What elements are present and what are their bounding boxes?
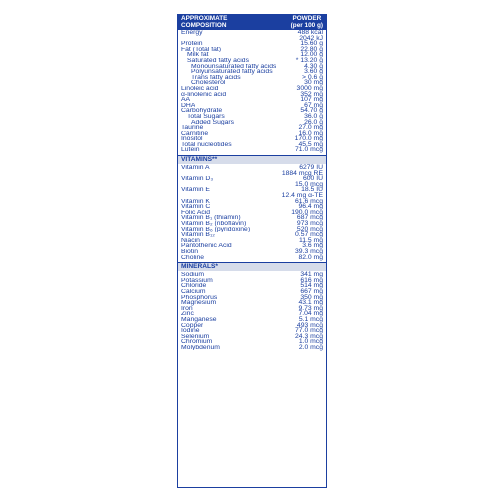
nutrient-name: Folic Acid — [181, 209, 211, 216]
nutrient-name: Vitamin E — [181, 187, 210, 194]
nutrient-name: Chromium — [181, 339, 213, 345]
nutrient-name: Polyunsaturated fatty acids — [191, 69, 273, 75]
nutrient-name: Cholesterol — [191, 80, 226, 86]
nutrient-value: 616 mg — [300, 276, 323, 284]
nutrient-value: 12.00 g — [300, 51, 323, 59]
nutrient-value: 39.3 mcg — [295, 247, 323, 255]
header-right-line2: (per 100 g) — [290, 21, 323, 29]
nutrient-value: 493 mcg — [296, 321, 323, 329]
nutrient-value: 600 IU — [302, 175, 323, 183]
nutrient-name: Energy — [181, 30, 203, 36]
nutrient-value: 18.5 IU — [301, 186, 323, 194]
nutrient-name: Linoleic acid — [181, 85, 219, 92]
header-right-line1: POWDER — [292, 15, 322, 22]
nutrient-name: Potassium — [181, 277, 213, 284]
nutrient-value: 2.0 mcg — [298, 343, 323, 351]
nutrient-name: Trans fatty acids — [191, 74, 241, 81]
nutrient-value: 82.0 mg — [298, 253, 323, 261]
nutrient-name: Niacin — [181, 237, 200, 244]
vitamins-section — [178, 165, 326, 260]
nutrient-value: 341 mg — [300, 271, 323, 279]
nutrient-value: 352 mg — [300, 90, 323, 98]
nutrient-value: 107 mg — [300, 96, 323, 104]
nutrient-value: 6279 IU — [299, 164, 323, 172]
header-left — [181, 16, 227, 29]
nutrient-value: 1884 mcg RE — [281, 169, 323, 177]
minerals-section — [178, 272, 326, 350]
nutrient-value: 30 mg — [304, 79, 323, 87]
nutrient-value: 9.73 mg — [298, 304, 323, 312]
nutrient-value: 36.0 g — [304, 112, 323, 120]
nutrient-name: Vitamin C — [181, 204, 211, 210]
nutrient-value: 7.04 mg — [298, 310, 323, 318]
nutrient-name: Monounsaturated fatty acids — [191, 63, 277, 70]
nutrient-name: Vitamin A — [181, 165, 210, 171]
nutrient-value: 15.60 g — [300, 40, 323, 48]
nutrient-value: 350 mg — [300, 293, 323, 301]
nutrient-value: 3.60 g — [304, 68, 323, 76]
nutrient-value: 16.0 mg — [298, 129, 323, 137]
table-row — [178, 345, 326, 351]
nutrient-name: Added Sugars — [191, 119, 235, 126]
nutrient-name: Inositol — [181, 136, 203, 142]
table-header — [178, 15, 326, 30]
header-left-line1: APPROXIMATE — [181, 15, 228, 22]
nutrient-name: Molybdenum — [181, 344, 220, 351]
minerals-heading: MINERALS* — [178, 262, 326, 271]
nutrient-name: Zinc — [181, 311, 194, 317]
header-left-line2: COMPOSITION — [181, 21, 227, 29]
composition-section — [178, 30, 326, 153]
nutrient-name: Magnesium — [181, 300, 217, 306]
nutrient-name: Taurine — [181, 125, 204, 131]
nutrient-value: 667 mg — [300, 287, 323, 295]
nutrient-name: Vitamin B₁ (thiamin) — [181, 215, 241, 221]
header-right — [291, 16, 323, 29]
nutrient-name: Total Sugars — [187, 113, 225, 120]
nutrient-value: 61.6 mcg — [295, 197, 323, 205]
nutrient-value: 15.0 mcg — [295, 180, 323, 188]
nutrient-value: * 13.20 g — [295, 56, 323, 64]
nutrient-name: Milk fat — [187, 52, 209, 58]
nutrient-name: Iron — [181, 305, 193, 312]
nutrition-panel — [177, 14, 327, 488]
nutrient-name: Vitamin B₆ (pyridoxine) — [181, 226, 251, 233]
nutrient-value: 5.1 mcg — [298, 315, 323, 323]
nutrient-name: Chloride — [181, 283, 207, 289]
nutrient-value: 71.0 mcg — [295, 146, 323, 154]
nutrient-value: 96.4 mg — [298, 203, 323, 211]
nutrient-value: 973 mcg — [296, 220, 323, 227]
nutrient-value: 24.3 mcg — [295, 332, 323, 340]
nutrient-value: 43.1 mg — [298, 299, 323, 307]
vitamins-heading: VITAMINS** — [178, 155, 326, 164]
nutrient-value: 0.57 mcg — [295, 231, 323, 239]
nutrient-name: Pantothenic Acid — [181, 243, 232, 249]
nutrient-name: Saturated fatty acids — [187, 57, 249, 64]
nutrient-value: 27.0 mg — [298, 124, 323, 132]
nutrient-value: 514 mg — [300, 282, 323, 290]
nutrient-name: Vitamin D₃ — [181, 176, 214, 182]
nutrient-value: 3.6 mg — [302, 242, 323, 250]
nutrient-name: Copper — [181, 322, 204, 329]
nutrient-name: Protein — [181, 41, 203, 47]
nutrient-name: Vitamin B₁₂ — [181, 232, 215, 238]
nutrient-name: Total nucleotides — [181, 141, 232, 148]
nutrient-name: Vitamin B₂ (riboflavin) — [181, 221, 247, 227]
nutrient-value: 170.0 mg — [294, 135, 323, 143]
nutrient-name: Calcium — [181, 288, 206, 295]
nutrient-value: 67 mg — [304, 101, 323, 109]
nutrient-value: 11.5 mg — [298, 236, 323, 244]
nutrient-name: Sodium — [181, 272, 205, 278]
nutrient-value: 687 mcg — [296, 214, 323, 222]
nutrient-value: 45.5 mg — [298, 140, 323, 148]
nutrient-name: Carbohydrate — [181, 108, 223, 114]
nutrient-value: > 0.6 g — [302, 73, 323, 81]
nutrient-name: α-linolenic acid — [181, 91, 227, 98]
nutrient-name: Choline — [181, 254, 205, 261]
nutrient-name: AA — [181, 97, 191, 103]
nutrient-value: 26.0 g — [304, 118, 323, 126]
nutrient-name: DHA — [181, 102, 196, 109]
nutrient-name: Manganese — [181, 316, 217, 323]
nutrient-value: 54.70 g — [300, 107, 323, 115]
nutrient-value: 1.0 mcg — [298, 338, 323, 346]
nutrient-value: 4.30 g — [304, 62, 323, 70]
nutrient-value: 77.0 mcg — [295, 327, 323, 335]
nutrient-value: 520 mcg — [296, 225, 323, 233]
nutrient-name: Iodine — [181, 328, 200, 334]
nutrient-value: 190.0 mcg — [291, 208, 323, 216]
nutrient-name: Fat (Total fat) — [181, 46, 222, 53]
nutrient-name: Selenium — [181, 333, 210, 340]
nutrient-name: Carnitine — [181, 130, 209, 137]
nutrient-name: Lutein — [181, 147, 200, 154]
nutrient-value: 2042 kJ — [299, 34, 323, 42]
nutrient-name: Vitamin K — [181, 198, 210, 205]
nutrient-value: 3000 mg — [296, 84, 323, 92]
table-row — [178, 147, 326, 153]
nutrient-name: Phosphorus — [181, 294, 218, 301]
nutrient-value: 22.80 g — [300, 45, 323, 53]
nutrient-name: Biotin — [181, 248, 199, 255]
nutrient-value: 488 kcal — [297, 29, 323, 36]
nutrient-value: 12.4 mg α-TE — [281, 192, 323, 200]
table-row — [178, 255, 326, 261]
